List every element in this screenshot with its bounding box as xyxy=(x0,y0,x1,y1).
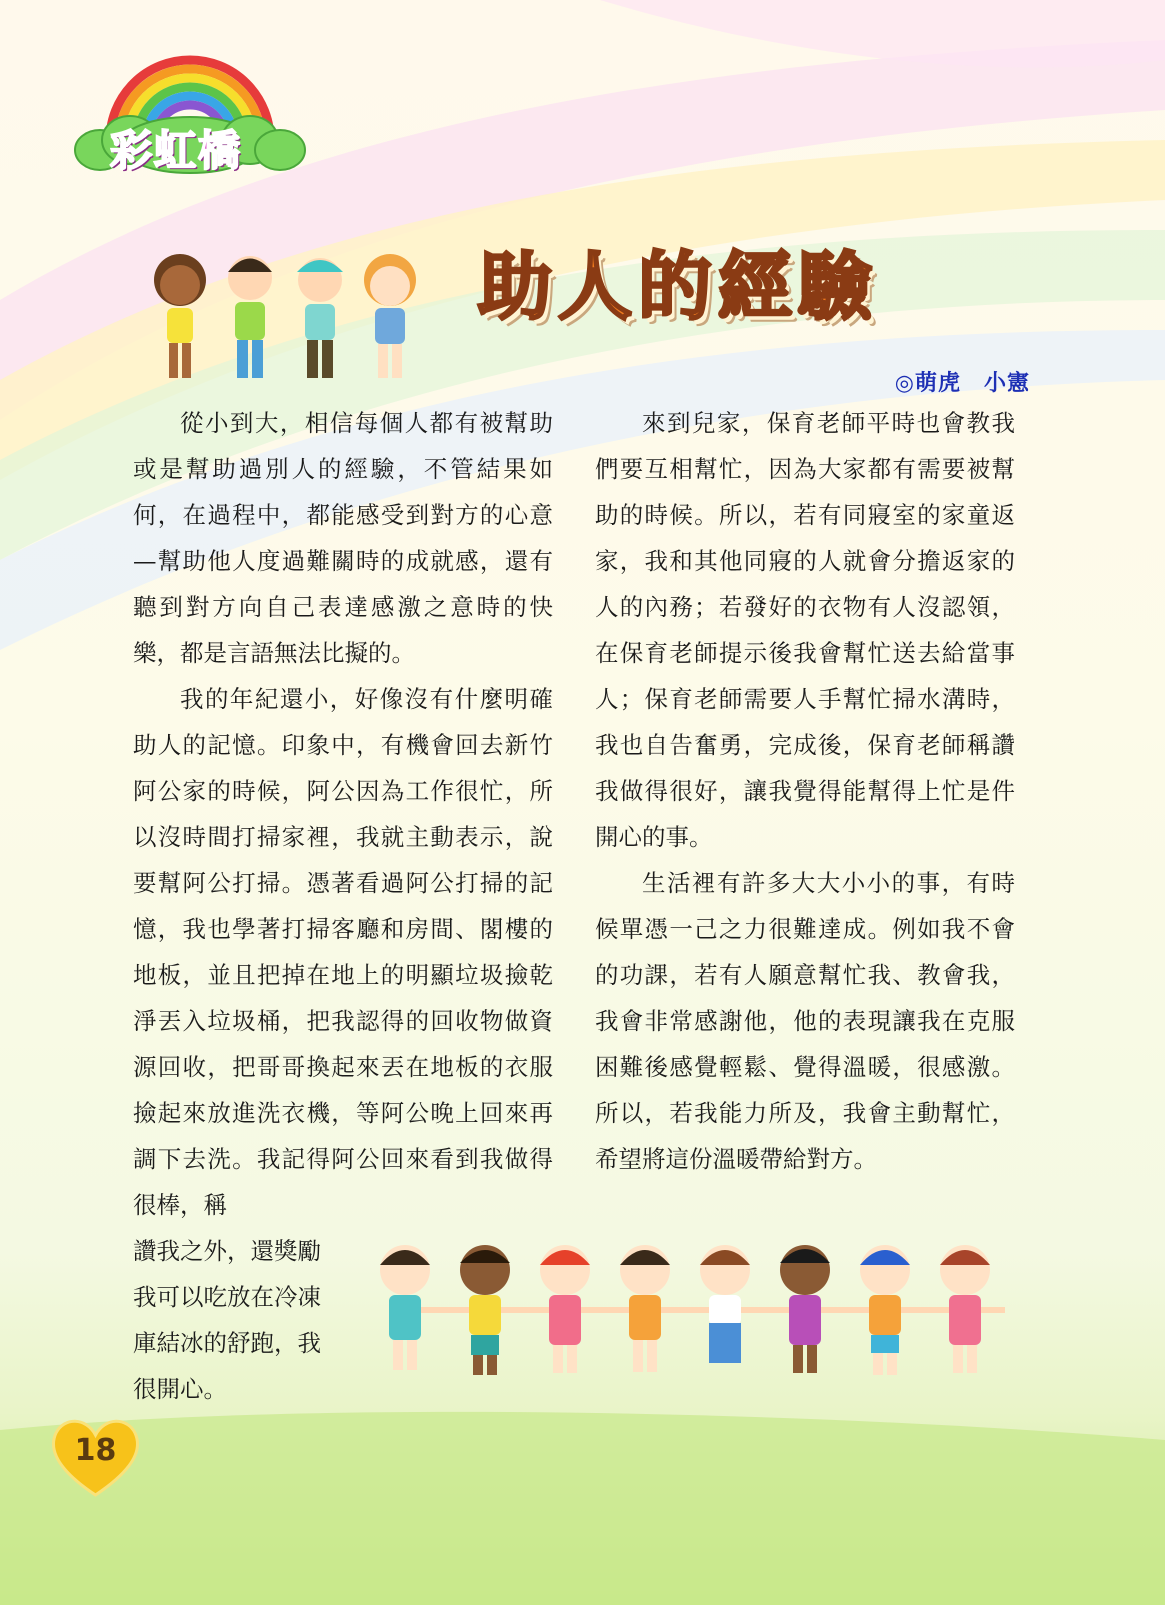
section-banner-label: 彩虹橋 xyxy=(110,126,243,175)
text-line: 庫結冰的舒跑，我 xyxy=(133,1329,321,1357)
text-line: 讚我之外，還獎勵 xyxy=(133,1237,321,1265)
right-column xyxy=(595,400,1015,1182)
paragraph: 我的年紀還小，好像沒有什麼明確助人的記憶。印象中，有機會回去新竹阿公家的時候，阿公因為工作很忙，所以沒時間打掃家裡，我就主動表示，說要幫阿公打掃。憑著看過阿公打掃的記憶，我也學著打掃客廳和房間、閣樓的地板，並且把掉在地上的明顯垃圾撿乾淨丟入垃圾桶，把我認得的回收物做資源回收，把哥哥換起來丟在地板的衣服撿起來放進洗衣機，等阿公晚上回來再調下去洗。我記得阿公回來看到我做得很棒，稱 xyxy=(133,685,553,1219)
paragraph: 從小到大，相信每個人都有被幫助或是幫助過別人的經驗，不管結果如何，在過程中，都能感受到對方的心意—幫助他人度過難關時的成就感，還有聽到對方向自己表達感激之意時的快樂，都是言語無法比擬的。 xyxy=(133,409,553,667)
text-line: 我可以吃放在冷凍 xyxy=(133,1283,321,1311)
children-holding-hands-icon xyxy=(375,1235,1025,1395)
page-number-badge xyxy=(48,1415,143,1500)
page-number: 18 xyxy=(74,1433,117,1468)
article-title: 助人的經驗 xyxy=(478,244,878,330)
left-column-tail xyxy=(133,1228,338,1412)
paragraph: 生活裡有許多大大小小的事，有時候單憑一己之力很難達成。例如我不會的功課，若有人願意幫忙我、教會我，我會非常感謝他，他的表現讓我在克服困難後感覺輕鬆、覺得溫暖，很感激。所以，若我能力所及，我會主動幫忙，希望將這份溫暖帶給對方。 xyxy=(595,869,1015,1173)
article-author: ◎萌虎 小憲 xyxy=(894,371,1030,396)
paragraph: 來到兒家，保育老師平時也會教我們要互相幫忙，因為大家都有需要被幫助的時候。所以，若有同寢室的家童返家，我和其他同寢的人就會分擔返家的人的內務；若發好的衣物有人沒認領，在保育老師提示後我會幫忙送去給當事人；保育老師需要人手幫忙掃水溝時，我也自告奮勇，完成後，保育老師稱讚我做得很好，讓我覺得能幫得上忙是件開心的事。 xyxy=(595,409,1015,851)
children-holding-hands-icon xyxy=(135,240,445,395)
text-line: 很開心。 xyxy=(133,1375,227,1403)
